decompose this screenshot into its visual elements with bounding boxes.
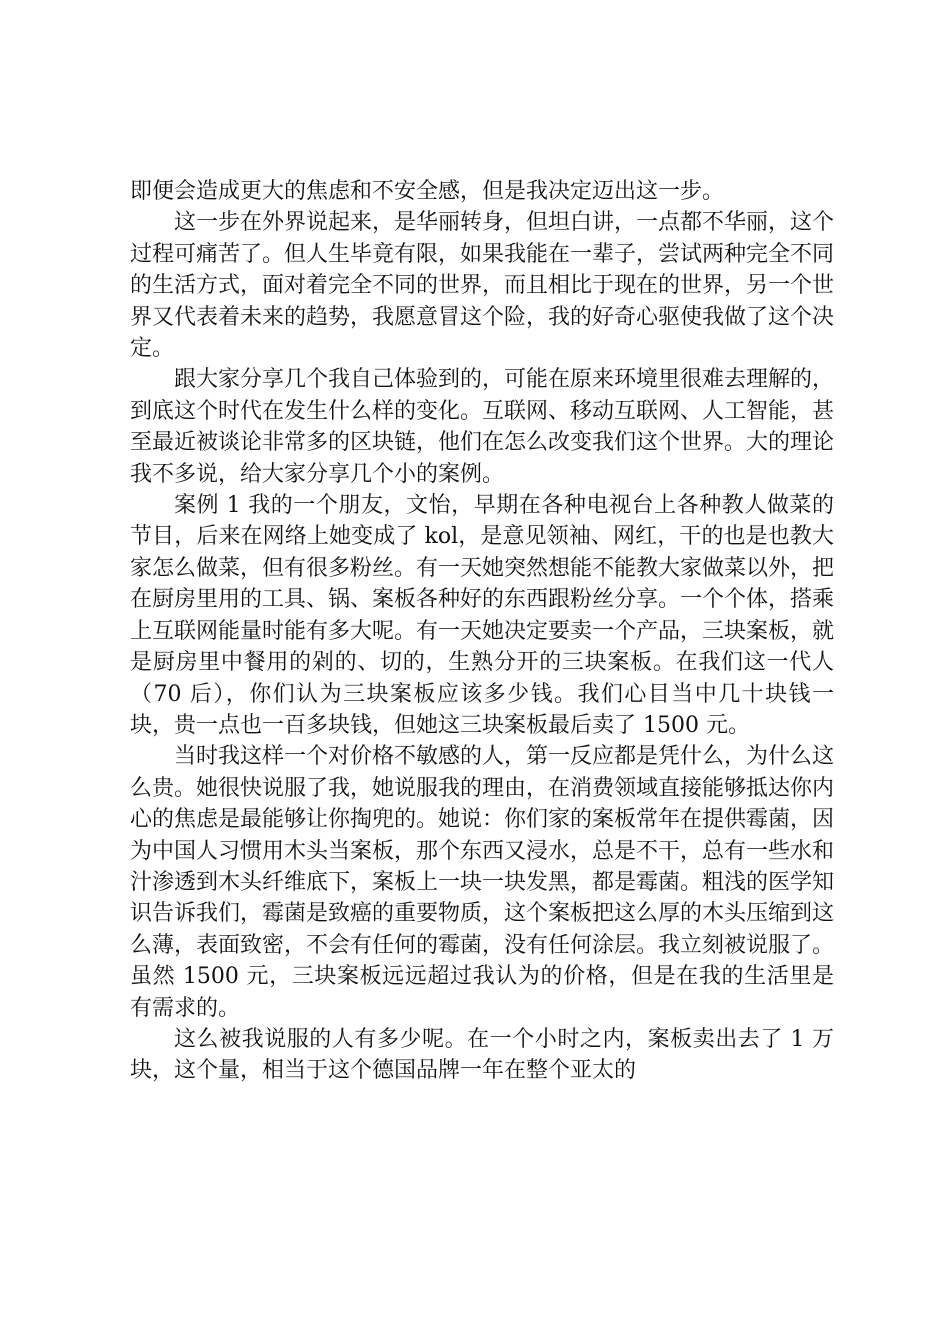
paragraph: 即便会造成更大的焦虑和不安全感，但是我决定迈出这一步。 xyxy=(130,179,725,204)
paragraph: 这么被我说服的人有多少呢。在一个小时之内，案板卖出去了 1 万块，这个量，相当于这个德国品牌一年在整个亚太的 xyxy=(130,1026,834,1084)
paragraph: 这一步在外界说起来，是华丽转身，但坦白讲，一点都不华丽，这个过程可痛苦了。但人生毕竟有限，如果我能在一辈子，尝试两种完全不同的生活方式，面对着完全不同的世界，而且相比于现在的世界，另一个世界又代表着未来的趋势，我愿意冒这个险，我的好奇心驱使我做了这个决定。 xyxy=(130,210,835,362)
paragraph: 案例 1 我的一个朋友，文怡，早期在各种电视台上各种教人做菜的节目，后来在网络上她变成了 kol，是意见领袖、网红，干的也是也教大家怎么做菜，但有很多粉丝。有一天她突然想能不能教大家做菜以外，把在厨房里用的工具、锅、案板各种好的东西跟粉丝分享。一个个体，搭乘上互联网能量时能有多大呢。有一天她决定要卖一个产品，三块案板，就是厨房里中餐用的剁的、切的，生熟分开的三块案板。在我们这一代人（70 后），你们认为三块案板应该多少钱。我们心目当中几十块钱一块，贵一点也一百多块钱，但她这三块案板最后卖了 1500 元。 xyxy=(130,493,835,738)
paragraph: 当时我这样一个对价格不敏感的人，第一反应都是凭什么，为什么这么贵。她很快说服了我，她说服我的理由，在消费领域直接能够抵达你内心的焦虑是最能够让你掏兜的。她说：你们家的案板常年在提供霉菌，因为中国人习惯用木头当案板，那个东西又浸水，总是不干，总有一些水和汁渗透到木头纤维底下，案板上一块一块发黑，都是霉菌。粗浅的医学知识告诉我们，霉菌是致癌的重要物质，这个案板把这么厚的木头压缩到这么薄，表面致密，不会有任何的霉菌，没有任何涂层。我立刻被说服了。虽然 1500 元，三块案板远远超过我认为的价格，但是在我的生活里是有需求的。 xyxy=(130,744,835,1021)
paragraph: 跟大家分享几个我自己体验到的，可能在原来环境里很难去理解的，到底这个时代在发生什么样的变化。互联网、移动互联网、人工智能，甚至最近被谈论非常多的区块链，他们在怎么改变我们这个世界。大的理论我不多说，给大家分享几个小的案例。 xyxy=(130,367,835,487)
document-body xyxy=(130,176,834,1087)
